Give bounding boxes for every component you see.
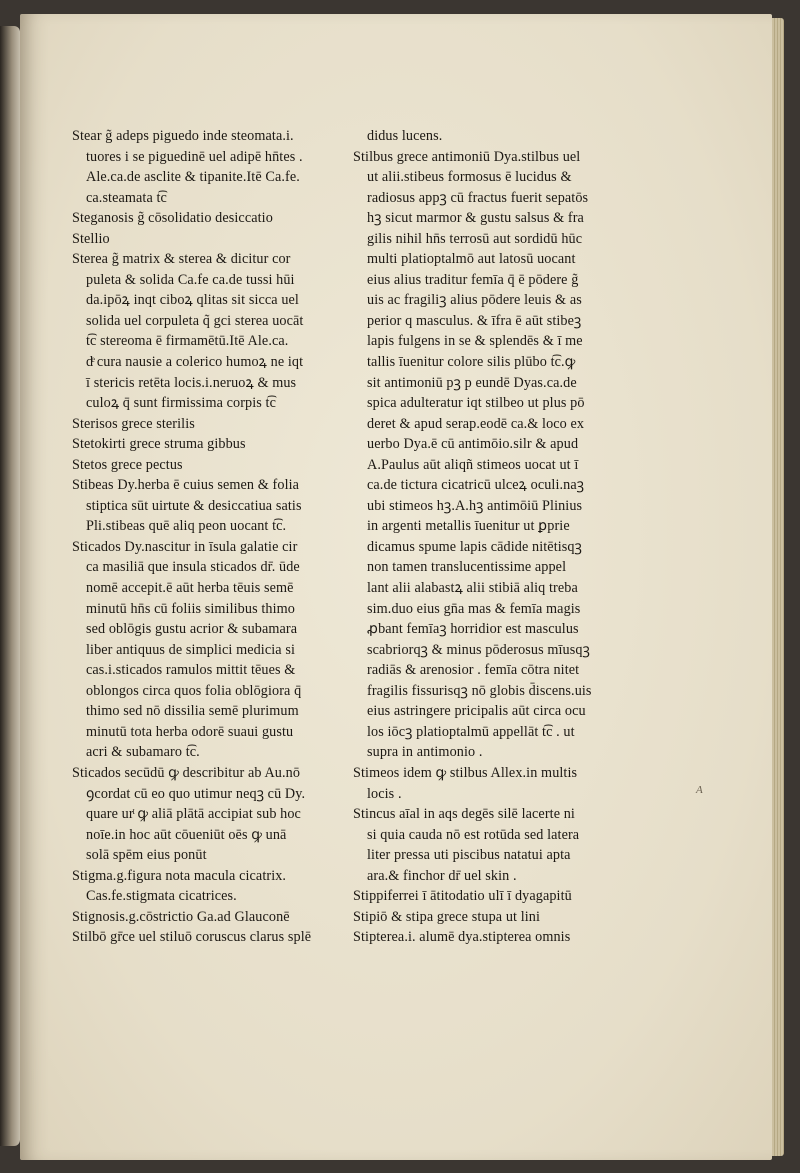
text-line: ca.de tictura cicatricū ulceꝝ oculi.naꝫ [367,477,585,494]
text-line: ī stericis retēta locis.i.neruoꝝ & mus [86,374,297,391]
text-line: Stipiō & stipa grece stupa ut lini [353,908,541,925]
text-line: Stignosis.g.cōstrictio Ga.ad Glauconē [72,908,290,925]
text-line: locis . [367,785,402,802]
text-line: solida uel corpuleta q̃ gci sterea uocāt [86,312,304,329]
text-line: acri & subamaro t͡c. [86,744,200,761]
text-line: Stetos grece pectus [72,456,183,473]
text-line: gilis nihil hn̄s terrosū aut sordidū hūc [367,230,583,247]
right-text-column [353,126,615,948]
text-line: dicamus spume lapis cādide nitētisqꝫ [367,538,582,555]
book-left-edge [0,26,20,1146]
text-line: liter pressa uti piscibus natatui apta [367,847,571,864]
text-line: perior q masculus. & īfra ē aūt stibeꝫ [367,312,582,329]
text-line: Steganosis g̃ cōsolidatio desiccatio [72,210,273,227]
text-line: sim.duo eius gn̄a mas & femīa magis [367,600,581,617]
text-line: dͤ cura nausie a colerico humoꝝ ne iqt [86,354,304,371]
text-line: Ale.ca.de asclite & tipanite.Itē Ca.fe. [86,169,300,186]
text-line: Stear g̃ adeps piguedo inde steomata.i. [72,128,294,144]
margin-mark: A [696,784,703,796]
text-line: ca.steamata t͡c [86,189,167,206]
text-line: quare urͭ ꝙ aliā plātā accipiat sub hoc [86,806,301,823]
text-line: Stipterea.i. alumē dya.stipterea omnis [353,929,571,946]
text-line: Stimeos idem ꝙ stilbus Allex.in multis [353,764,578,781]
text-line: A.Paulus aūt aliqñ stimeos uocat ut ī [367,456,579,473]
text-line: Stilbus grece antimoniū Dya.stilbus uel [353,148,581,165]
text-line: culoꝝ q̄ sunt firmissima corpis t͡c [86,395,277,412]
text-line: sed oblōgis gustu acrior & subamara [86,621,298,638]
text-line: oblongos circa quos folia oblōgiora q̄ [86,682,302,699]
text-line: ꝓbant femīaꝫ horridior est masculus [367,621,579,638]
text-line: Sticados Dy.nascitur in īsula galatie cir [72,538,298,555]
text-line: eius alius traditur femīa q̄ ē pōdere g̃ [367,271,579,288]
text-line: minutū hn̄s cū foliis similibus thimo [86,600,295,617]
text-line: radiosus appꝫ cū fractus fuerit sepatōs [367,189,589,206]
text-line: didus lucens. [367,128,443,144]
text-line: deret & apud serap.eodē ca.& loco ex [367,415,585,432]
text-line: tuores i se piguedinē uel adipē hn̄tes . [86,148,303,165]
text-line: Stincus aīal in aqs degēs silē lacerte ni [353,806,575,823]
text-line: eius astringere pricipalis aūt circa ocu [367,703,586,720]
text-line: ꝯcordat cū eo quo utimur neqꝫ cū Dy. [86,785,306,802]
text-line: Stippiferrei ī ātitodatio ulī ī dyagapitū [353,888,572,905]
text-line: uis ac fragiliꝫ alius pōdere leuis & as [367,292,582,309]
text-line: minutū tota herba odorē suaui gustu [86,723,294,740]
text-line: ut alii.stibeus formosus ē lucidus & [367,169,572,186]
text-line: puleta & solida Ca.fe ca.de tussi hūi [86,271,295,288]
text-line: multi platioptalmō aut latosū uocant [367,251,576,268]
text-line: uerbo Dya.ē cū antimōio.silr & apud [367,436,579,453]
text-line: lapis fulgens in se & splendēs & ī me [367,333,583,350]
text-line: nomē accepit.ē aūt herba tēuis semē [86,580,294,597]
text-line: fragilis fissurisqꝫ nō globis d̄iscens.uis [367,682,592,699]
text-line: Stilbō gr̄ce uel stiluō coruscus clarus splē [72,929,312,946]
text-line: supra in antimonio . [367,744,483,761]
text-line: Stigma.g.figura nota macula cicatrix. [72,867,287,884]
text-line: Sterisos grece sterilis [72,415,195,432]
text-line: Sticados secūdū ꝙ describitur ab Au.nō [72,764,301,781]
text-line: ca masiliā que insula sticados dr̄. ūde [86,559,300,576]
text-line: lant alii alabastꝝ alii stibiā aliq treba [367,580,578,597]
text-line: ubi stimeos hꝫ.A.hꝫ antimōiū Plinius [367,497,583,514]
text-line: stiptica sūt uirtute & desiccatiua satis [86,497,302,514]
text-line: si quia cauda nō est rotūda sed latera [367,826,580,843]
text-line: noīe.in hoc aūt cōueniūt oēs ꝙ unā [86,826,287,843]
left-text-column [72,126,342,948]
text-line: sit antimoniū pꝫ p eundē Dyas.ca.de [367,374,577,391]
text-line: Stibeas Dy.herba ē cuius semen & folia [72,477,300,494]
text-line: ara.& finchor dr̄ uel skin . [367,867,517,884]
text-line: los iōcꝫ platioptalmū appellāt t͡c . ut [367,723,575,740]
text-line: thimo sed nō dissilia semē plurimum [86,703,299,720]
text-line: spica adulteratur iqt stilbeo ut plus pō [367,395,585,412]
text-line: non tamen translucentissime appel [367,559,567,576]
text-line: da.ipōꝝ inqt ciboꝝ qlitas sit sicca uel [86,292,299,309]
text-line: Stetokirti grece struma gibbus [72,436,246,453]
text-line: Pli.stibeas quē aliq peon uocant t͡c. [86,518,287,535]
text-line: radiās & arenosior . femīa cōtra nitet [367,662,580,679]
page-stack-edge [772,18,784,1156]
text-line: cas.i.sticados ramulos mittit tēues & [86,662,296,679]
text-line: tallis īuenitur colore silis plūbo t͡c.ꝙ [367,354,576,371]
text-line: in argenti metallis īuenitur ut ꝑprie [367,518,570,535]
text-line: solā spēm eius ponūt [86,847,207,864]
text-line: scabriorqꝫ & minus pōderosus mīusqꝫ [367,641,590,658]
text-line: Cas.fe.stigmata cicatrices. [86,888,237,905]
text-line: hꝫ sicut marmor & gustu salsus & fra [367,210,584,227]
text-line: Sterea g̃ matrix & sterea & dicitur cor [72,251,291,268]
text-line: Stellio [72,230,110,247]
text-line: t͡c stereoma ē firmamētū.Itē Ale.ca. [86,333,289,350]
text-line: liber antiquus de simplici medicia si [86,641,295,658]
